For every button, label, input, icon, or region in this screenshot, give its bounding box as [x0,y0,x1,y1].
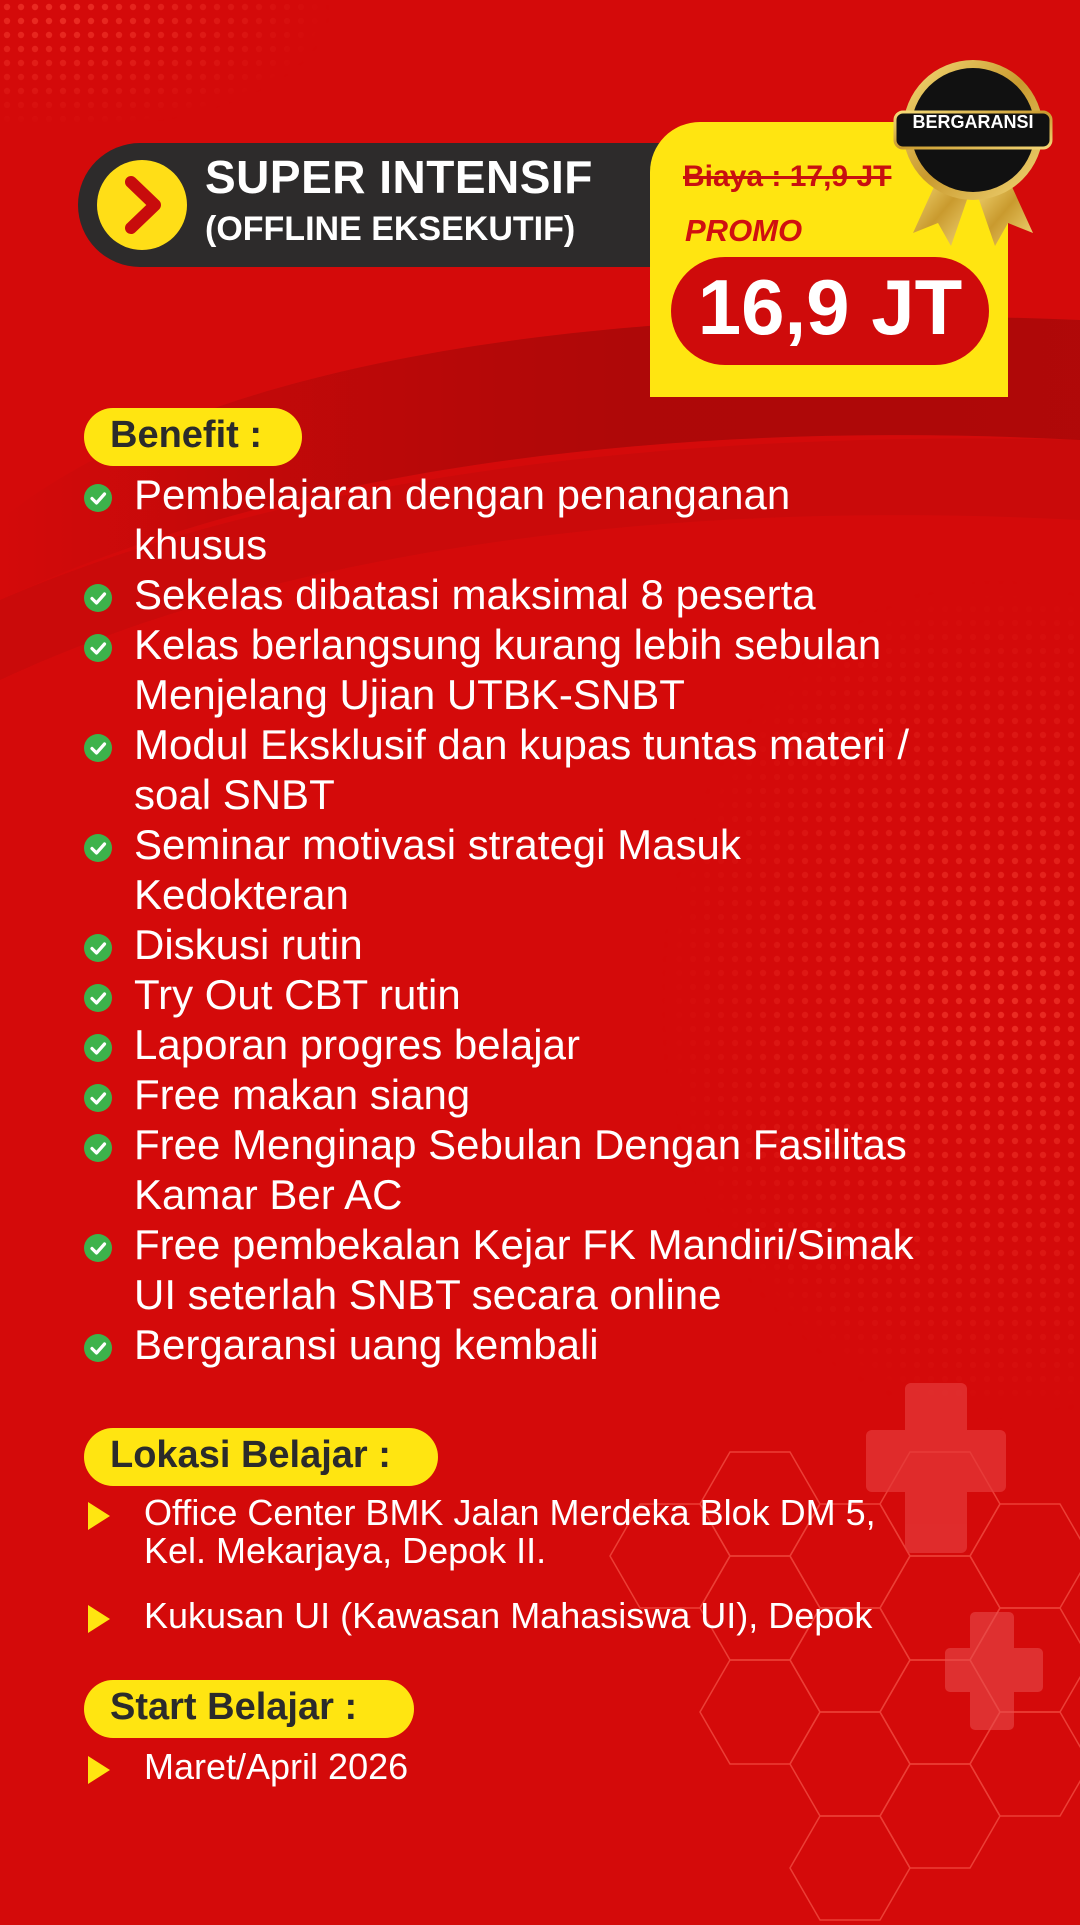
list-item: Kukusan UI (Kawasan Mahasiswa UI), Depok [0,1597,1024,1635]
check-icon [84,984,112,1012]
check-icon [84,1084,112,1112]
list-item: Diskusi rutin [0,920,1034,970]
triangle-bullet-icon [88,1756,110,1784]
list-item: Free makan siang [0,1070,1034,1120]
triangle-bullet-icon [88,1502,110,1530]
list-item: Bergaransi uang kembali [0,1320,1034,1370]
promo-label: PROMO [685,213,803,248]
promo-price: 16,9 JT [697,263,963,351]
program-subtitle: (OFFLINE EKSEKUTIF) [205,210,576,248]
start-heading: Start Belajar : [110,1686,358,1728]
list-item: Free Menginap Sebulan Dengan Fasilitas Kamar Ber AC [0,1120,1034,1220]
list-item: Modul Eksklusif dan kupas tuntas materi / soal SNBT [0,720,1034,820]
check-icon [84,584,112,612]
benefit-heading: Benefit : [110,414,262,456]
list-item: Free pembekalan Kejar FK Mandiri/Simak UI seterlah SNBT secara online [0,1220,1034,1320]
guarantee-badge-text: BERGARANSI [912,112,1034,132]
check-icon [84,734,112,762]
triangle-bullet-icon [88,1605,110,1633]
check-icon [84,634,112,662]
guarantee-seal-icon [893,58,1053,248]
check-icon [84,934,112,962]
list-item: Laporan progres belajar [0,1020,1034,1070]
list-item: Maret/April 2026 [0,1748,1024,1786]
start-list [0,1748,1080,1786]
benefit-list [0,470,1080,1370]
check-icon [84,1134,112,1162]
check-icon [84,1034,112,1062]
chevron-right-icon [97,160,187,250]
location-heading: Lokasi Belajar : [110,1434,391,1476]
check-icon [84,1334,112,1362]
list-item: Office Center BMK Jalan Merdeka Blok DM 5, Kel. Mekarjaya, Depok II. [0,1494,1024,1570]
list-item: Try Out CBT rutin [0,970,1034,1020]
list-item: Pembelajaran dengan penanganan khusus [0,470,1034,570]
list-item: Kelas berlangsung kurang lebih sebulan Menjelang Ujian UTBK-SNBT [0,620,1034,720]
list-item: Sekelas dibatasi maksimal 8 peserta [0,570,1034,620]
program-title: SUPER INTENSIF [205,151,593,203]
old-price: Biaya : 17,9 JT [683,160,892,193]
check-icon [84,1234,112,1262]
location-list [0,1494,1080,1635]
check-icon [84,484,112,512]
check-icon [84,834,112,862]
list-item: Seminar motivasi strategi Masuk Kedokteran [0,820,1034,920]
